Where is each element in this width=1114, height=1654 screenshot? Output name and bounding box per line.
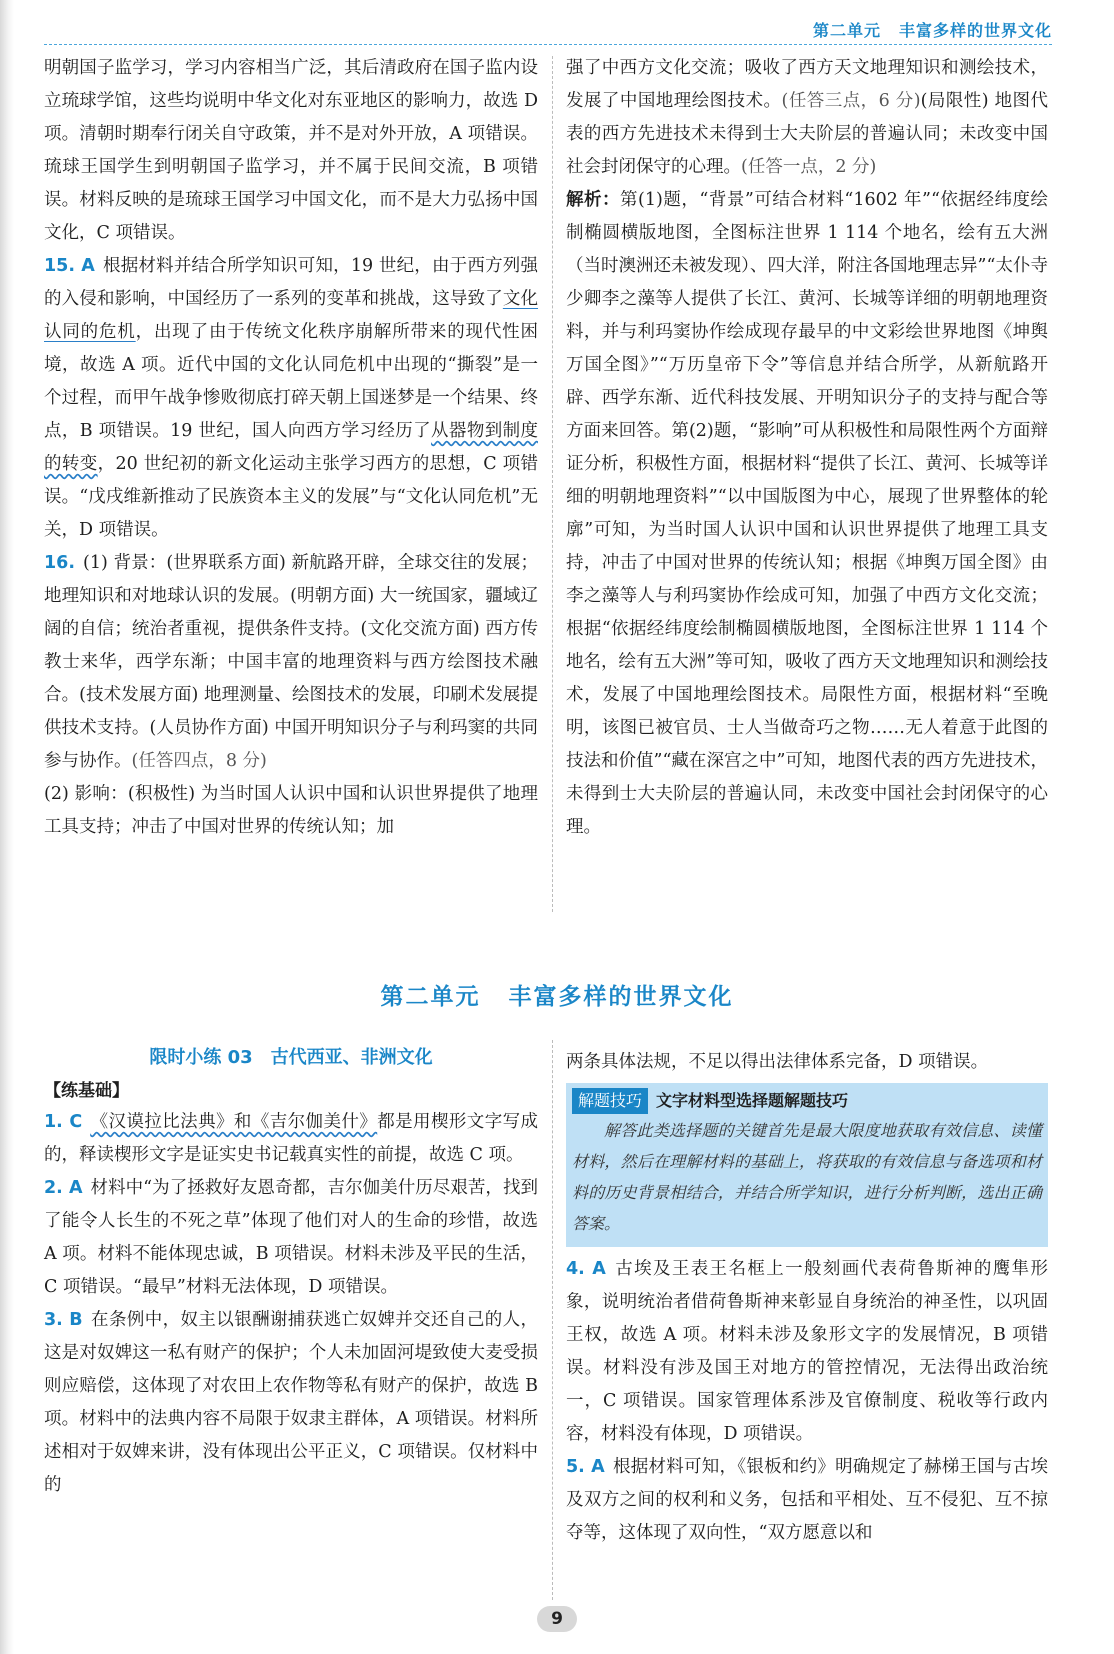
answer-5-number: 5. A [566,1457,605,1477]
answer-2-number: 2. A [44,1178,83,1198]
column-divider-top [552,56,553,912]
answer-16-part1 [44,547,538,778]
answer-4-number: 4. A [566,1259,606,1279]
analysis-text: 第(1)题，“背景”可结合材料“1602 年”“依据经纬度绘制椭圆横版地图，全图标注世界 1 114 个地名，绘有五大洲（当时澳洲还未被发现）、四大洋，附注各国地理志异”“太仆寺少卿李之藻等人提供了长江、黄河、长城等详细的明朝地理资料，并与利玛窦协作绘成现存最早的中文彩绘世界地图《坤舆万国全图》”“万历皇帝下令”等信息并结合所学，从新航路开辟、西学东渐、近代科技发展、开明知识分子的支持与配合等方面来回答。第(2)题，“影响”可从积极性和局限性两个方面辩证分析，积极性方面，根据材料“提供了长江、黄河、长城等详细的明朝地理资料”“以中国版图为中心，展现了世界整体的轮廓”可知，为当时国人认识中国和认识世界提供了地理工具支持，冲击了中国对世界的传统认知；根据《坤舆万国全图》由李之藻等人与利玛窦协作绘成可知，加强了中西方文化交流；根据“依据经纬度绘制椭圆横版地图，全图标注世界 1 114 个地名，绘有五大洲”等可知，吸收了西方天文地理知识和测绘技术，发展了中国地理绘图技术。局限性方面，根据材料“至晚明，该图已被官员、士人当做奇巧之物……无人着意于此图的技法和价值”“藏在深宫之中”可知，地图代表的西方先进技术，未得到士大夫阶层的普遍认同，未改变中国社会封闭保守的心理。 [566,190,1048,837]
answer-3 [44,1304,538,1502]
answer-16-limitation-score: (任答一点，2 分) [741,157,877,177]
unit-title-topic: 丰富多样的世界文化 [508,984,734,1010]
page-number: 9 [537,1606,577,1632]
page-edge-shadow [0,0,14,1654]
answer-15-text-a: 根据材料并结合所学知识可知，19 世纪，由于西方列强的入侵和影响，中国经历了一系列的变革和挑战，这导致了 [44,256,538,309]
answer-1 [44,1106,538,1172]
answer-2 [44,1172,538,1304]
answer-15-text-b: ，出现了由于传统文化秩序崩解所带来的现代性困境，故选 A 项。近代中国的文化认同危机中出现的“撕裂”是一个过程，而甲午战争惨败彻底打碎天朝上国迷梦是一个结果、终点，B 项错误。19 世纪，国人向西方学习经历了 [44,322,539,441]
analysis-label: 解析： [566,190,621,210]
analysis-paragraph [566,184,1048,844]
bottom-right-column [566,1046,1048,1550]
answer-16-limitation: (局限性) 地图代表的西方先进技术未得到士大夫阶层的普遍认同；未改变中国社会封闭保守的心理。 [566,91,1049,177]
answer-5-text: 根据材料可知，《银板和约》明确规定了赫梯王国与古埃及双方之间的权利和义务，包括和平相处、互不侵犯、互不掠夺等，这体现了双向性，“双方愿意以和 [566,1457,1049,1543]
answer-15-number: 15. A [44,256,95,276]
answer-15 [44,250,538,547]
answer-15-underline-b: 从器物到制度的转变 [44,421,538,474]
lesson-number: 限时小练 03 [149,1047,253,1068]
top-right-column [566,52,1048,844]
answer-1-underline: 《汉谟拉比法典》和《吉尔伽美什》 [90,1112,378,1132]
lesson-title [44,1040,538,1076]
tip-header [572,1083,1042,1115]
answer-5 [566,1451,1048,1550]
tip-body: 解答此类选择题的关键首先是最大限度地获取有效信息、读懂材料，然后在理解材料的基础上，将获取的有效信息与备选项和材料的历史背景相结合，并结合所学知识，进行分析判断，选出正确答案。 [572,1121,1042,1233]
answer-3-text: 在条例中，奴主以银酬谢捕获逃亡奴婢并交还自己的人，这是对奴婢这一私有财产的保护；个人未加固河堤致使大麦受损则应赔偿，这体现了对农田上农作物等私有财产的保护，故选 B 项。材料中的法典内容不局限于奴隶主群体，A 项错误。材料所述相对于奴婢来讲，没有体现出公平正义，C 项错误。仅材料中的 [44,1310,538,1495]
answer-16-part2: (2) 影响：(积极性) 为当时国人认识中国和认识世界提供了地理工具支持；冲击了中国对世界的传统认知；加 [44,784,538,837]
answer-16-part2-score: (任答三点，6 分) [781,91,921,111]
tip-title: 文字材料型选择题解题技巧 [656,1091,849,1110]
tip-badge: 解题技巧 [572,1088,648,1114]
answer-3-number: 3. B [44,1310,83,1330]
answer-1-number: 1. C [44,1112,83,1132]
running-header [813,18,1052,41]
answer-3-continued: 两条具体法规，不足以得出法律体系完备，D 项错误。 [566,1052,989,1072]
header-topic: 丰富多样的世界文化 [898,21,1052,40]
lesson-topic: 古代西亚、非洲文化 [270,1047,433,1068]
header-unit: 第二单元 [812,21,881,40]
header-rule [44,44,1052,45]
answer-2-text: 材料中“为了拯救好友恩奇都，吉尔伽美什历尽艰苦，找到了能令人长生的不死之草”体现了他们对人的生命的珍惜，故选 A 项。材料不能体现忠诚，B 项错误。材料未涉及平民的生活，C 项错误。“最早”材料无法体现，D 项错误。 [44,1178,538,1297]
unit-title-number: 第二单元 [380,984,481,1010]
top-left-column [44,52,538,844]
answer-16-part2-text: 强了中西方文化交流；吸收了西方天文地理知识和测绘技术，发展了中国地理绘图技术。 [566,58,1048,111]
answer-15-text-c: ，20 世纪初的新文化运动主张学习西方的思想，C 项错误。“戊戌维新推动了民族资本主义的发展”与“文化认同危机”无关，D 项错误。 [44,454,538,540]
section-heading: 【练基础】 [44,1081,129,1101]
answer-16-number: 16. [44,553,76,573]
answer-4-text: 古埃及王表王名框上一般刻画代表荷鲁斯神的鹰隼形象，说明统治者借荷鲁斯神来彰显自身统治的神圣性，以巩固王权，故选 A 项。材料未涉及象形文字的发展情况，B 项错误。材料没有涉及国王对地方的管控情况，无法得出政治统一，C 项错误。国家管理体系涉及官僚制度、税收等行政内容，材料没有体现，D 项错误。 [566,1259,1048,1444]
column-divider-bottom [552,1040,553,1600]
answer-15-underline-a: 文化认同的危机 [44,289,539,342]
bottom-left-column [44,1046,538,1502]
answer-16-part2-continued [566,52,1048,184]
answer-4 [566,1253,1048,1451]
answer-1-text: 都是用楔形文字写成的，释读楔形文字是证实史书记载真实性的前提，故选 C 项。 [44,1112,539,1165]
answer-16-part1-score: (任答四点，8 分) [131,751,267,771]
answer-14-continued: 明朝国子监学习，学习内容相当广泛，其后清政府在国子监内设立琉球学馆，这些均说明中华文化对东亚地区的影响力，故选 D 项。清朝时期奉行闭关自守政策，并不是对外开放，A 项错误。琉球王国学生到明朝国子监学习，并不属于民间交流，B 项错误。材料反映的是琉球王国学习中国文化，而不是大力弘扬中国文化，C 项错误。 [44,58,538,243]
unit-title [0,978,1114,1011]
answer-16-part1-text: (1) 背景：(世界联系方面) 新航路开辟，全球交往的发展；地理知识和对地球认识的发展。(明朝方面) 大一统国家，疆域辽阔的自信；统治者重视，提供条件支持。(文化交流方面) 西方传教士来华，西学东渐；中国丰富的地理资料与西方绘图技术融合。(技术发展方面) 地理测量、绘图技术的发展，印刷术发展提供技术支持。(人员协作方面) 中国开明知识分子与利玛窦的共同参与协作。 [44,553,538,771]
solving-tip-box [566,1083,1048,1247]
